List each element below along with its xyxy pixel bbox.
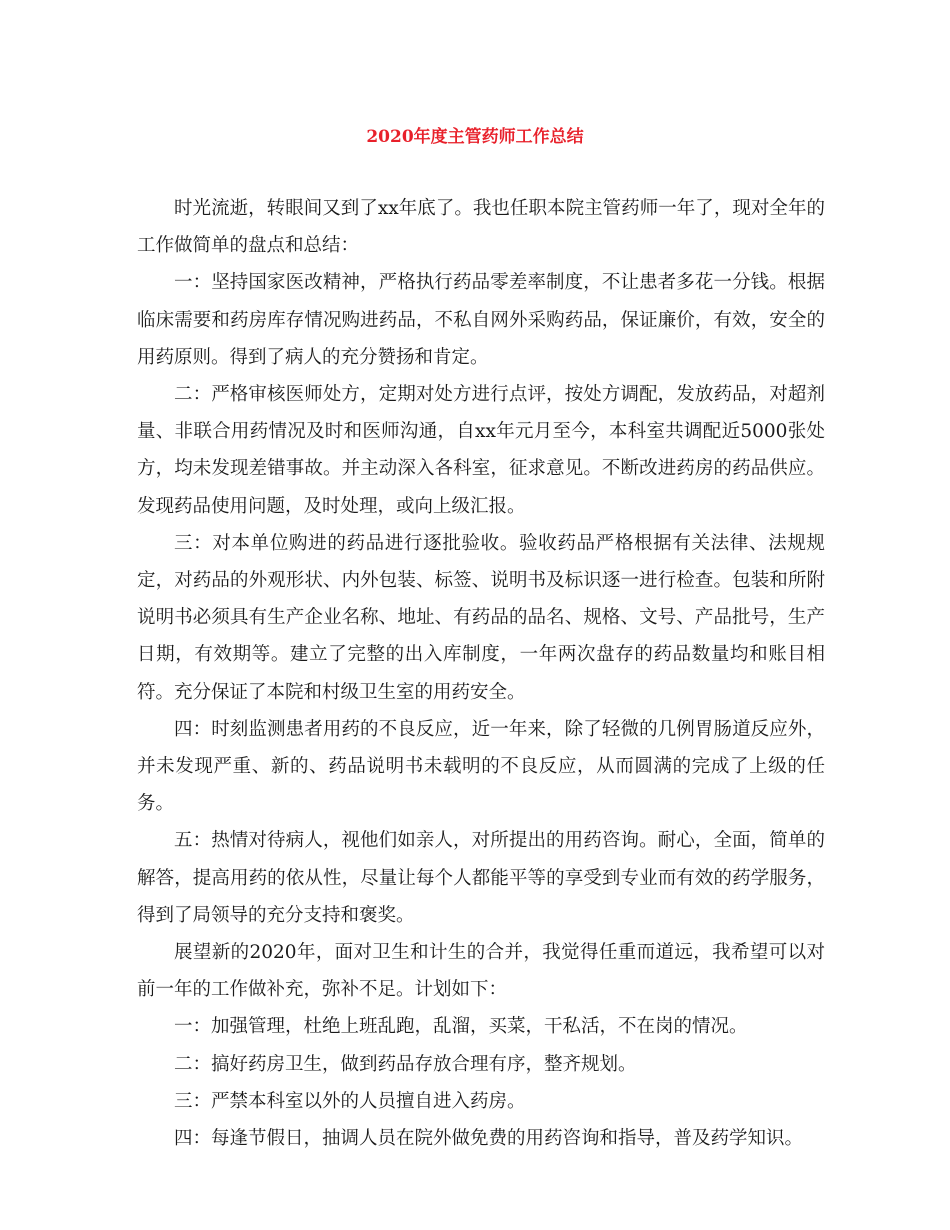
paragraph-summary-3: 三：对本单位购进的药品进行逐批验收。验收药品严格根据有关法律、法规规定，对药品的外观形状、内外包装、标签、说明书及标识逐一进行检查。包装和所附说明书必须具有生产企业名称、地址、有药品的品名、规格、文号、产品批号，生产日期，有效期等。建立了完整的出入库制度，一年两次盘存的药品数量均和账目相符。充分保证了本院和村级卫生室的用药安全。 (137, 532, 825, 703)
paragraph-plan-4: 四：每逢节假日，抽调人员在院外做免费的用药咨询和指导，普及药学知识。 (174, 1128, 804, 1150)
paragraph-summary-2: 二：严格审核医师处方，定期对处方进行点评，按处方调配，发放药品，对超剂量、非联合用药情况及时和医师沟通，自xx年元月至今，本科室共调配近5000张处方，均未发现差错事故。并主动深入各科室，征求意见。不断改进药房的药品供应。发现药品使用问题，及时处理，或向上级汇报。 (137, 384, 825, 517)
document-body (137, 190, 825, 1157)
paragraph-summary-4: 四：时刻监测患者用药的不良反应，近一年来，除了轻微的几例胃肠道反应外，并未发现严重、新的、药品说明书未载明的不良反应，从而圆满的完成了上级的任务。 (137, 718, 825, 815)
paragraph-plan-2: 二：搞好药房卫生，做到药品存放合理有序，整齐规划。 (174, 1053, 637, 1075)
document-title: 2020年度主管药师工作总结 (366, 127, 584, 147)
paragraph-intro: 时光流逝，转眼间又到了xx年底了。我也任职本院主管药师一年了，现对全年的工作做简单的盘点和总结： (137, 198, 825, 257)
paragraph-summary-5: 五：热情对待病人，视他们如亲人，对所提出的用药咨询。耐心，全面，简单的解答，提高用药的依从性，尽量让每个人都能平等的享受到专业而有效的药学服务，得到了局领导的充分支持和褒奖。 (137, 830, 825, 926)
paragraph-outlook: 展望新的2020年，面对卫生和计生的合并，我觉得任重而道远，我希望可以对前一年的工作做补充，弥补不足。计划如下： (137, 942, 825, 1001)
paragraph-plan-1: 一：加强管理，杜绝上班乱跑，乱溜，买菜，干私活，不在岗的情况。 (174, 1016, 748, 1038)
paragraph-plan-3: 三：严禁本科室以外的人员擅自进入药房。 (174, 1090, 526, 1112)
paragraph-summary-1: 一：坚持国家医改精神，严格执行药品零差率制度，不让患者多花一分钱。根据临床需要和药房库存情况购进药品，不私自网外采购药品，保证廉价，有效，安全的用药原则。得到了病人的充分赞扬和肯定。 (137, 272, 825, 368)
